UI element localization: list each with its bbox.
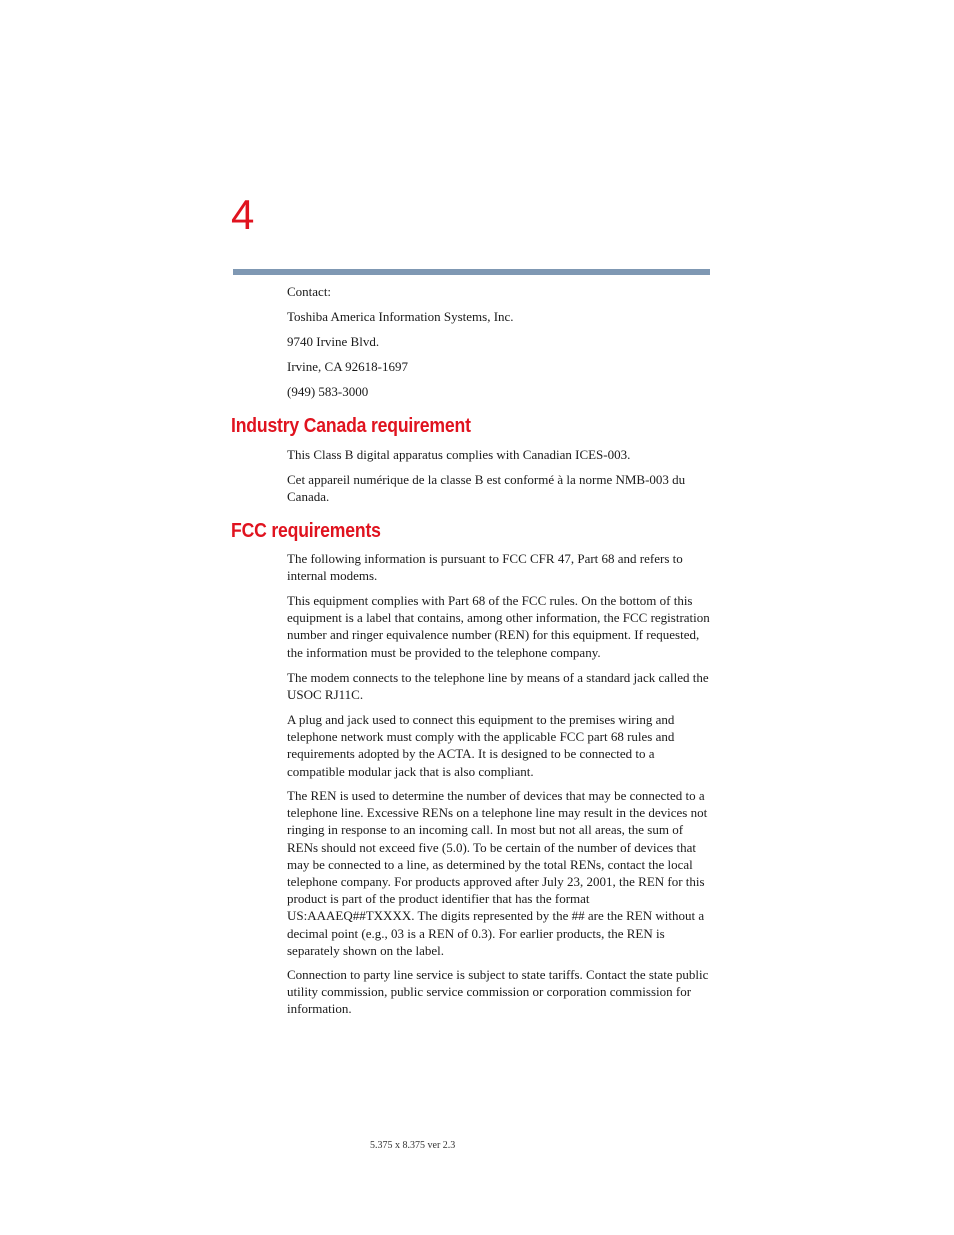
fcc-paragraph-1: The following information is pursuant to FCC CFR 47, Part 68 and refers to internal modems. [287,551,683,584]
chapter-number: 4 [231,191,255,238]
contact-street: 9740 Irvine Blvd. [287,334,380,349]
contact-phone: (949) 583-3000 [287,384,369,399]
fcc-paragraph-6: Connection to party line service is subject to state tariffs. Contact the state public utility commission, public service commission or corporation commission for information. [287,967,709,1017]
section-heading-fcc: FCC requirements [231,520,381,542]
canada-paragraph-1: This Class B digital apparatus complies with Canadian ICES-003. [287,447,631,462]
contact-label: Contact: [287,284,332,299]
header-rule [233,269,710,275]
section-heading-canada: Industry Canada requirement [231,415,471,437]
contact-company: Toshiba America Information Systems, Inc. [287,309,514,324]
fcc-paragraph-3: The modem connects to the telephone line by means of a standard jack called the USOC RJ11C. [287,670,709,703]
fcc-paragraph-5: The REN is used to determine the number of devices that may be connected to a telephone line. Excessive RENs on a telephone line may result in the devices not ringing in response to an incoming call. In most but not all areas, the sum of RENs should not exceed five (5.0). To be certain of the number of devices that may be connected to a line, as determined by the total RENs, contact the local telephone company. For products approved after July 23, 2001, the REN for this product is part of the product identifier that has the format US:AAAEQ##TXXXX. The digits represented by the ## are the REN without a decimal point (e.g., 03 is a REN of 0.3). For earlier products, the REN is separately shown on the label. [287,788,708,958]
contact-city: Irvine, CA 92618-1697 [287,359,408,374]
fcc-paragraph-2: This equipment complies with Part 68 of the FCC rules. On the bottom of this equipment is a label that contains, among other information, the FCC registration number and ringer equivalence number (REN) for this equipment. If requested, the information must be provided to the telephone company. [287,593,710,660]
canada-paragraph-2: Cet appareil numérique de la classe B est conformé à la norme NMB-003 du Canada. [287,472,686,505]
fcc-paragraph-4: A plug and jack used to connect this equipment to the premises wiring and telephone network must comply with the applicable FCC part 68 rules and requirements adopted by the ACTA. It is designed to be connected to a compatible modular jack that is also compliant. [287,712,675,779]
page-footer: 5.375 x 8.375 ver 2.3 [370,1140,456,1151]
